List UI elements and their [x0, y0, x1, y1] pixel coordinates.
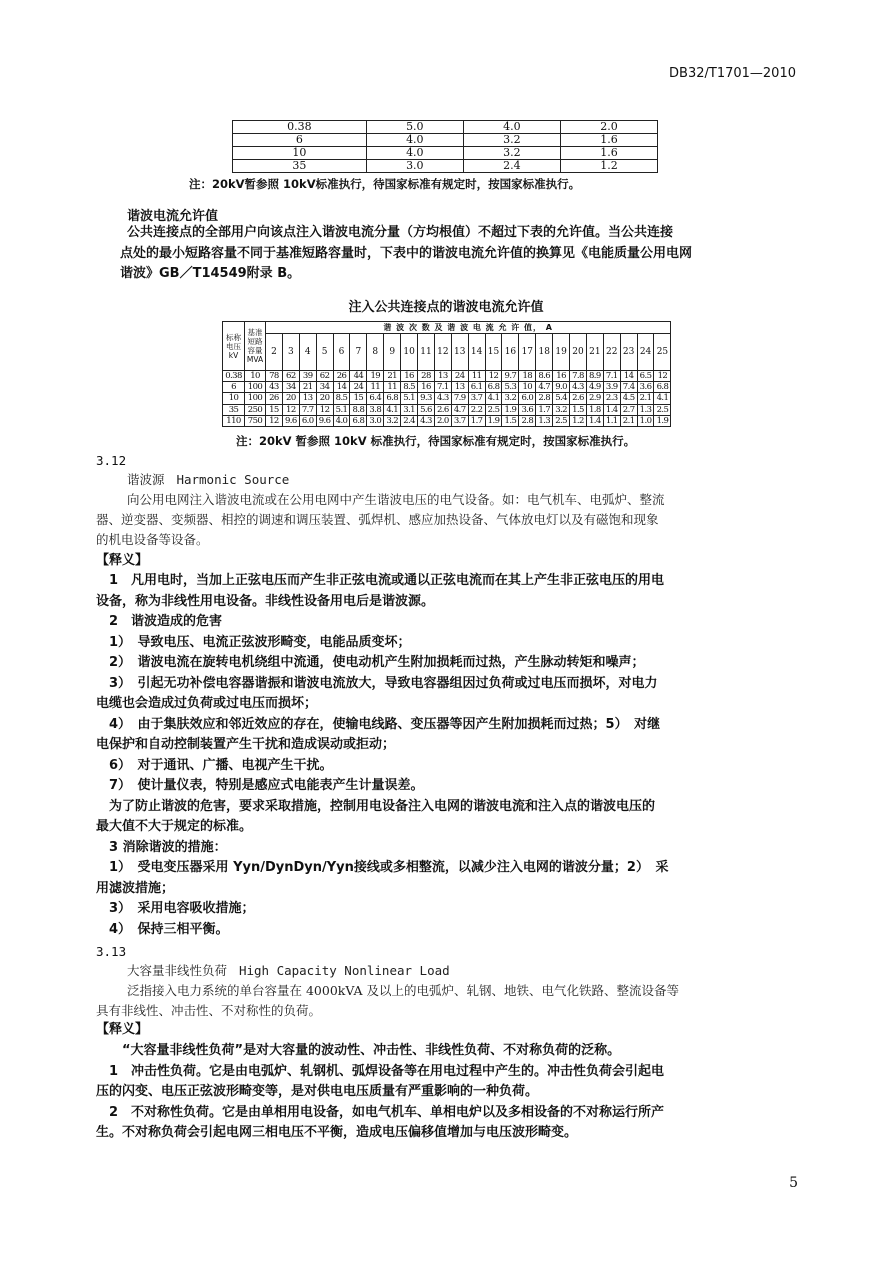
table-cell: 100 [245, 393, 266, 404]
table-row [223, 415, 671, 426]
table-cell: 2.0 [560, 121, 657, 134]
harmonic-order-header: 11 [418, 334, 435, 371]
table-cell: 10 [245, 371, 266, 382]
table-cell: 2.5 [485, 404, 502, 415]
table-cell: 750 [245, 415, 266, 426]
table-cell: 12 [266, 415, 283, 426]
explain-line: 1 凡用电时，当加上正弦电压而产生非正弦电流或通以正弦电流而在其上产生非正弦电压的用电 [96, 573, 665, 588]
table-cell: 39 [299, 371, 316, 382]
table-cell: 4.7 [536, 382, 553, 393]
harmonic-order-header: 21 [586, 334, 603, 371]
table-cell: 9.7 [502, 371, 519, 382]
harmonic-order-header: 12 [434, 334, 451, 371]
explain-line: 生。不对称负荷会引起电网三相电压不平衡，造成电压偏移值增加与电压波形畸变。 [96, 1125, 578, 1140]
table-row [223, 393, 671, 404]
explain-line: 设备，称为非线性用电设备。非线性设备用电后是谐波源。 [96, 593, 435, 609]
table-cell: 6.1 [468, 382, 485, 393]
harmonic-order-header: 13 [451, 334, 468, 371]
table-cell: 2.7 [620, 404, 637, 415]
table-cell: 12 [282, 404, 299, 415]
table-cell: 28 [418, 371, 435, 382]
harmonic-order-header: 18 [536, 334, 553, 371]
table-cell: 18 [519, 371, 536, 382]
harmonic-order-header: 24 [637, 334, 654, 371]
table-row [223, 382, 671, 393]
page-number: 5 [789, 1175, 798, 1191]
table-cell: 4.1 [654, 393, 671, 404]
table-cell: 43 [266, 382, 283, 393]
table-row [223, 404, 671, 415]
table-cell: 62 [282, 371, 299, 382]
table-cell: 7.1 [603, 371, 620, 382]
harmonic-order-header: 15 [485, 334, 502, 371]
table-cell: 3.7 [468, 393, 485, 404]
table-cell: 2.4 [401, 415, 418, 426]
table-cell: 11 [468, 371, 485, 382]
table-cell: 2.1 [620, 415, 637, 426]
table-cell: 1.7 [536, 404, 553, 415]
table-cell: 5.1 [333, 404, 350, 415]
table-cell: 1.5 [570, 404, 587, 415]
table-cell: 2.2 [468, 404, 485, 415]
table-cell: 5.3 [502, 382, 519, 393]
table-cell: 16 [401, 371, 418, 382]
table-cell: 14 [620, 371, 637, 382]
explain-line: “大容量非线性负荷”是对大容量的波动性、冲击性、非线性负荷、不对称负荷的泛称。 [96, 1043, 621, 1058]
table-cell: 2.0 [434, 415, 451, 426]
table-cell: 4.1 [485, 393, 502, 404]
section-current-paragraph [120, 223, 807, 285]
table-cell: 1.4 [603, 404, 620, 415]
table-cell: 34 [316, 382, 333, 393]
harmonic-order-header: 3 [282, 334, 299, 371]
explain-line: 电缆也会造成过负荷或过电压而损坏； [96, 696, 318, 711]
table-cell: 1.0 [637, 415, 654, 426]
table-cell: 4.3 [418, 415, 435, 426]
table-cell: 7.9 [451, 393, 468, 404]
explain-label: 【释义】 [96, 1022, 149, 1037]
explain-line: 3 消除谐波的措施： [96, 839, 227, 855]
table-cell: 13 [434, 371, 451, 382]
definition-line: 向公用电网注入谐波电流或在公用电网中产生谐波电压的电气设备。如：电气机车、电弧炉、整流 [127, 492, 665, 507]
harmonic-order-header: 19 [553, 334, 570, 371]
table-cell: 78 [266, 371, 283, 382]
harmonic-order-header: 10 [401, 334, 418, 371]
table-cell: 1.2 [560, 160, 657, 173]
table-cell: 1.6 [560, 147, 657, 160]
table-cell: 2.3 [603, 393, 620, 404]
table-cell: 4.0 [463, 121, 560, 134]
table-cell: 3.2 [463, 147, 560, 160]
table-cell: 6.8 [350, 415, 367, 426]
explain-line: 3） 引起无功补偿电容器谐振和谐波电流放大，导致电容器组因过负荷或过电压而损坏，对电力 [96, 675, 658, 691]
table-cell: 3.7 [451, 415, 468, 426]
table-cell: 1.5 [502, 415, 519, 426]
harmonic-order-header: 5 [316, 334, 333, 371]
paragraph-line: 点处的最小短路容量不同于基准短路容量时，下表中的谐波电流允许值的换算见《电能质量公用电网 [120, 245, 693, 261]
table-cell: 9.3 [418, 393, 435, 404]
table-cell: 44 [350, 371, 367, 382]
harmonic-current-table [222, 321, 671, 427]
table-cell: 6.8 [384, 393, 401, 404]
table-cell: 21 [299, 382, 316, 393]
harmonic-order-header: 2 [266, 334, 283, 371]
table-cell: 6.0 [519, 393, 536, 404]
term-number: 3.12 [96, 453, 127, 468]
explain-line: 电保护和自动控制装置产生干扰和造成误动或拒动； [96, 737, 396, 752]
table-cell: 10 [233, 147, 367, 160]
term-definition [96, 490, 806, 550]
harmonic-order-header: 8 [367, 334, 384, 371]
explain-label: 【释义】 [96, 553, 149, 568]
table-cell: 7.7 [299, 404, 316, 415]
table-row [223, 371, 671, 382]
table-cell: 4.5 [620, 393, 637, 404]
explain-line: 压的闪变、电压正弦波形畸变等，是对供电电压质量有严重影响的一种负荷。 [96, 1084, 539, 1099]
table-cell: 2.8 [536, 393, 553, 404]
table-cell: 15 [266, 404, 283, 415]
table-cell: 3.0 [366, 160, 463, 173]
table-cell: 2.5 [654, 404, 671, 415]
table-cell: 4.0 [366, 147, 463, 160]
table-cell: 24 [350, 382, 367, 393]
table-cell: 0.38 [223, 371, 245, 382]
table-cell: 7.4 [620, 382, 637, 393]
table-cell: 1.9 [485, 415, 502, 426]
term-cn: 大容量非线性负荷 [127, 963, 228, 978]
explain-line: 最大值不大于规定的标准。 [96, 819, 253, 834]
table-cell: 1.2 [570, 415, 587, 426]
table-cell: 6.8 [654, 382, 671, 393]
table-cell: 12 [485, 371, 502, 382]
table-cell: 100 [245, 382, 266, 393]
table-cell: 4.7 [451, 404, 468, 415]
harmonic-order-header: 4 [299, 334, 316, 371]
table-cell: 4.0 [366, 134, 463, 147]
table-cell: 13 [451, 382, 468, 393]
table-cell: 6 [223, 382, 245, 393]
explain-line: 2 谐波造成的危害 [96, 614, 223, 629]
harmonic-order-header: 7 [350, 334, 367, 371]
harmonic-order-header: 9 [384, 334, 401, 371]
table-cell: 2.5 [553, 415, 570, 426]
explain-line: 1 冲击性负荷。它是由电弧炉、轧钢机、弧焊设备等在用电过程中产生的。冲击性负荷会引起电 [96, 1063, 665, 1079]
explain-line: 为了防止谐波的危害，要求采取措施，控制用电设备注入电网的谐波电流和注入点的谐波电压的 [96, 798, 656, 814]
table-cell: 8.9 [586, 371, 603, 382]
top-table-note: 注：20kV暂参照 10kV标准执行，待国家标准有规定时，按国家标准执行。 [189, 177, 581, 191]
table-cell: 9.6 [282, 415, 299, 426]
table-cell: 1.9 [502, 404, 519, 415]
table-cell: 16 [553, 371, 570, 382]
table-row [233, 121, 658, 134]
table-cell: 3.6 [637, 382, 654, 393]
table-cell: 1.3 [637, 404, 654, 415]
table-cell: 1.6 [560, 134, 657, 147]
table-cell: 3.8 [367, 404, 384, 415]
col-header-voltage: 标称电压 kV [223, 322, 245, 371]
table-cell: 6.8 [485, 382, 502, 393]
table-cell: 5.4 [553, 393, 570, 404]
harmonic-order-header: 23 [620, 334, 637, 371]
term-en: High Capacity Nonlinear Load [238, 963, 450, 978]
table-cell: 2.1 [637, 393, 654, 404]
table-cell: 1.3 [536, 415, 553, 426]
explain-line: 4） 保持三相平衡。 [96, 921, 229, 937]
paragraph-line: 谐波》GB／T14549附录 B。 [120, 266, 301, 281]
table-cell: 34 [282, 382, 299, 393]
table-cell: 11 [367, 382, 384, 393]
table-cell: 3.9 [603, 382, 620, 393]
table-cell: 12 [316, 404, 333, 415]
table-cell: 4.3 [434, 393, 451, 404]
table-cell: 6 [233, 134, 367, 147]
definition-line: 的机电设备等设备。 [96, 532, 209, 547]
table-cell: 3.1 [401, 404, 418, 415]
harmonic-order-header: 6 [333, 334, 350, 371]
table-cell: 10 [223, 393, 245, 404]
explain-line: 1） 受电变压器采用 Yyn/DynDyn/Yyn接线或多相整流，以减少注入电网的谐波分量；2） 采 [96, 860, 669, 875]
table-row [233, 147, 658, 160]
table-cell: 16 [418, 382, 435, 393]
table-cell: 14 [333, 382, 350, 393]
table-cell: 15 [350, 393, 367, 404]
voltage-limit-table [232, 120, 658, 173]
table-cell: 7.8 [570, 371, 587, 382]
table-cell: 3.0 [367, 415, 384, 426]
explain-line: 7） 使计量仪表，特别是感应式电能表产生计量误差。 [96, 778, 424, 793]
table-cell: 1.4 [586, 415, 603, 426]
table-cell: 26 [333, 371, 350, 382]
table-cell: 4.9 [586, 382, 603, 393]
table-cell: 10 [519, 382, 536, 393]
explain-line: 2 不对称性负荷。它是由单相用电设备，如电气机车、单相电炉以及多相设备的不对称运行所产 [96, 1104, 665, 1120]
table-cell: 5.1 [401, 393, 418, 404]
table-cell: 7.1 [434, 382, 451, 393]
table-cell: 2.9 [586, 393, 603, 404]
section-heading-current: 谐波电流允许值 [127, 209, 219, 224]
term-number: 3.13 [96, 944, 127, 959]
table-cell: 5.6 [418, 404, 435, 415]
definition-line: 具有非线性、冲击性、不对称性的负荷。 [96, 1003, 322, 1018]
table-cell: 2.6 [570, 393, 587, 404]
table-cell: 24 [451, 371, 468, 382]
table-cell: 2.8 [519, 415, 536, 426]
col-header-capacity: 基准短路容量 MVA [245, 322, 266, 371]
term-en: Harmonic Source [176, 472, 290, 487]
harmonic-table-note: 注：20kV 暂参照 10kV 标准执行，待国家标准有规定时，按国家标准执行。 [236, 434, 636, 448]
table-cell: 4.3 [570, 382, 587, 393]
harmonic-order-header: 20 [570, 334, 587, 371]
table-cell: 1.8 [586, 404, 603, 415]
table-cell: 3.2 [384, 415, 401, 426]
harmonic-order-header: 22 [603, 334, 620, 371]
term-cn: 谐波源 [127, 472, 165, 487]
table-cell: 8.5 [401, 382, 418, 393]
explain-line: 6） 对于通讯、广播、电视产生干扰。 [96, 757, 333, 773]
harmonic-order-header: 17 [519, 334, 536, 371]
table-cell: 19 [367, 371, 384, 382]
term-definition [96, 981, 806, 1021]
document-number: DB32/T1701—2010 [669, 66, 796, 81]
table-cell: 20 [316, 393, 333, 404]
table-cell: 110 [223, 415, 245, 426]
explain-line: 3） 采用电容吸收措施； [96, 901, 255, 916]
col-header-span: 谐 波 次 数 及 谐 波 电 流 允 许 值， A [266, 322, 671, 334]
table-cell: 35 [223, 404, 245, 415]
table-cell: 6.0 [299, 415, 316, 426]
harmonic-order-header: 14 [468, 334, 485, 371]
table-cell: 4.1 [384, 404, 401, 415]
table-cell: 1.1 [603, 415, 620, 426]
term-title [127, 961, 450, 981]
table-cell: 6.5 [637, 371, 654, 382]
explain-line: 用滤波措施； [96, 880, 175, 896]
table-cell: 2.6 [434, 404, 451, 415]
table-cell: 1.9 [654, 415, 671, 426]
table-cell: 8.6 [536, 371, 553, 382]
definition-line: 器、逆变器、变频器、相控的调速和调压装置、弧焊机、感应加热设备、气体放电灯以及有磁饱和现象 [96, 512, 659, 527]
table-cell: 3.6 [519, 404, 536, 415]
table-cell: 4.0 [333, 415, 350, 426]
table-cell: 12 [654, 371, 671, 382]
table-cell: 26 [266, 393, 283, 404]
paragraph-line: 公共连接点的全部用户向该点注入谐波电流分量（方均根值）不超过下表的允许值。当公共连接 [127, 225, 674, 240]
table-cell: 3.2 [463, 134, 560, 147]
explain-line: 4） 由于集肤效应和邻近效应的存在，使输电线路、变压器等因产生附加损耗而过热；5） 对继 [96, 716, 661, 732]
explain-line: 2） 谐波电流在旋转电机绕组中流通，使电动机产生附加损耗而过热，产生脉动转矩和噪声； [96, 655, 645, 670]
harmonic-order-header: 25 [654, 334, 671, 371]
table-row [233, 160, 658, 173]
table-cell: 0.38 [233, 121, 367, 134]
term-title [127, 470, 289, 490]
harmonic-order-header: 16 [502, 334, 519, 371]
explain-line: 1） 导致电压、电流正弦波形畸变，电能品质变坏； [96, 634, 411, 650]
explain-body-313 [96, 1041, 806, 1144]
table-cell: 21 [384, 371, 401, 382]
table-cell: 35 [233, 160, 367, 173]
table-cell: 8.5 [333, 393, 350, 404]
table-cell: 1.7 [468, 415, 485, 426]
table-cell: 9.0 [553, 382, 570, 393]
table-cell: 13 [299, 393, 316, 404]
table-cell: 3.2 [553, 404, 570, 415]
table-row [233, 134, 658, 147]
table-cell: 9.6 [316, 415, 333, 426]
definition-line: 泛指接入电力系统的单台容量在 4000kVA 及以上的电弧炉、轧钢、地铁、电气化铁路、整流设备等 [127, 983, 680, 998]
table-cell: 20 [282, 393, 299, 404]
harmonic-table-title: 注入公共连接点的谐波电流允许值 [348, 300, 544, 315]
table-cell: 2.4 [463, 160, 560, 173]
table-cell: 5.0 [366, 121, 463, 134]
table-cell: 250 [245, 404, 266, 415]
table-cell: 6.4 [367, 393, 384, 404]
table-cell: 3.2 [502, 393, 519, 404]
explain-body-312 [96, 571, 806, 940]
table-cell: 11 [384, 382, 401, 393]
table-cell: 8.8 [350, 404, 367, 415]
table-cell: 62 [316, 371, 333, 382]
